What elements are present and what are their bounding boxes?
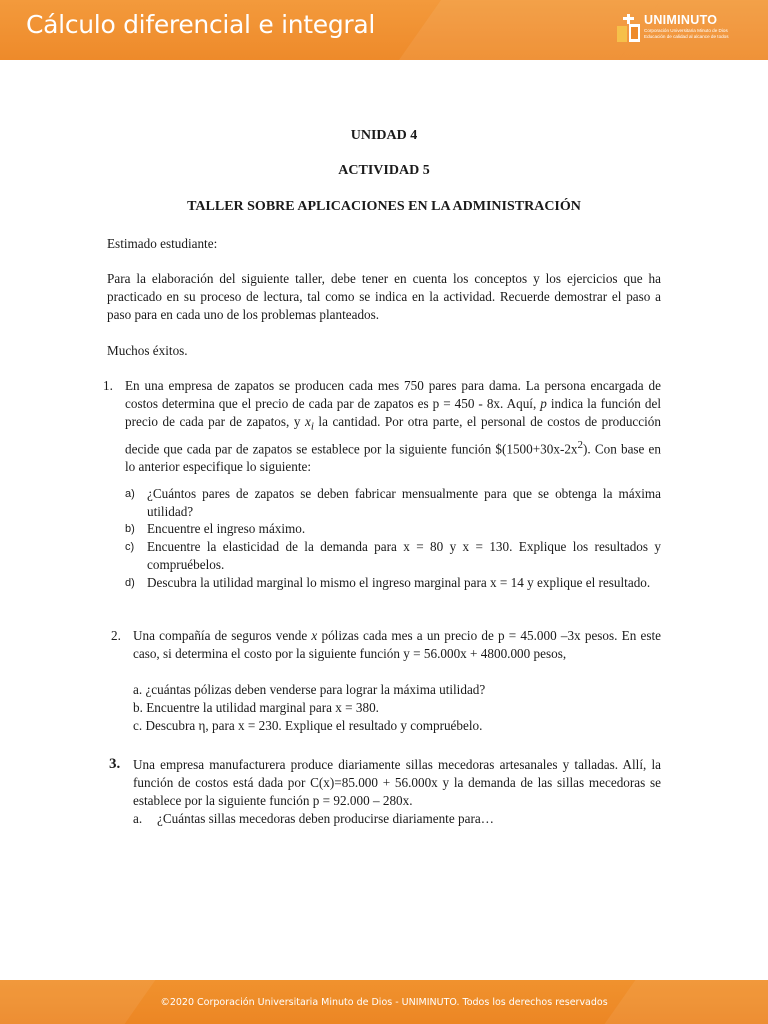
- logo-slogan: Educación de calidad al alcance de todos: [644, 34, 729, 39]
- variable-x-subscript: i: [310, 420, 314, 433]
- problem-3-item: ¿Cuántas sillas mecedoras deben producirse diariamente para…: [157, 811, 494, 826]
- problem-1-number: 1.: [103, 378, 113, 393]
- uniminuto-logo-icon: [616, 14, 642, 44]
- course-title: Cálculo diferencial e integral: [26, 10, 376, 39]
- problem-3-number: 3.: [109, 756, 121, 772]
- variable-x: x: [311, 628, 318, 643]
- variable-x: [304, 414, 314, 433]
- activity-heading: ACTIVIDAD 5: [338, 163, 430, 178]
- variable-p: p: [540, 396, 547, 411]
- wishes: Muchos éxitos.: [107, 343, 188, 358]
- problem-1-item-label: d): [125, 577, 135, 589]
- workshop-title: TALLER SOBRE APLICACIONES EN LA ADMINISTRACIÓN: [187, 199, 581, 214]
- problem-3-item-label: a.: [133, 811, 143, 826]
- page-header: [0, 0, 768, 60]
- problem-1-text: indica la función del precio de cada par de zapatos, y: [125, 396, 661, 429]
- problem-1-text: la cantidad. Por otra parte, el personal de costos de producción decide que cada par de zapatos se establece por la siguiente función $(1500+30x-2x: [125, 414, 661, 457]
- uniminuto-logo: [616, 12, 746, 48]
- problem-1-text: ). Con base en lo anterior especifique lo siguiente:: [125, 441, 661, 475]
- problem-2-text: pólizas cada mes a un precio de p = 45.000 –3x pesos. En este caso, si determina el costo por la siguiente función y = 56.000x + 4800.000 pesos,: [133, 628, 661, 661]
- problem-3-statement: Una empresa manufacturera produce diariamente sillas mecedoras artesanales y talladas. Allí, la función de costos está dada por C(x)=85.000 + 56.000x y la demanda de las sillas mecedoras se establece por la siguiente función p = 92.000 – 280x.: [133, 757, 661, 808]
- logo-subtitle: Corporación Universitaria Minuto de Dios: [644, 28, 728, 33]
- problem-2-item: a. ¿cuántas pólizas deben venderse para lograr la máxima utilidad?: [133, 682, 486, 697]
- exponent: 2: [577, 438, 584, 451]
- intro-paragraph: Para la elaboración del siguiente taller, debe tener en cuenta los conceptos y los ejercicios que ha practicado en su proceso de lectura, tal como se indica en la actividad. Recuerde demostrar el paso a paso para en cada uno de los problemas planteados.: [107, 271, 661, 322]
- problem-1-item: Encuentre el ingreso máximo.: [147, 521, 306, 536]
- greeting: Estimado estudiante:: [107, 236, 218, 251]
- problem-1-item-label: c): [125, 541, 135, 553]
- problem-1-item: ¿Cuántos pares de zapatos se deben fabricar mensualmente para que se obtenga la máxima utilidad?: [147, 486, 661, 519]
- problem-1-item: Descubra la utilidad marginal lo mismo el ingreso marginal para x = 14 y explique el resultado.: [147, 575, 651, 590]
- variable-x-letter: x: [304, 414, 311, 429]
- problem-1-item-label: b): [125, 523, 135, 535]
- page-footer: [0, 980, 768, 1024]
- problem-1-text: En una empresa de zapatos se producen cada mes 750 pares para dama. La persona encargada de costos determina que el precio de cada par de zapatos es p = 450 - 8x. Aquí,: [125, 378, 661, 411]
- problem-1-item: Encuentre la elasticidad de la demanda para x = 80 y x = 130. Explique los resultados y compruébelos.: [147, 539, 661, 572]
- problem-2-item: b. Encuentre la utilidad marginal para x = 380.: [133, 700, 379, 715]
- unit-heading: UNIDAD 4: [350, 128, 418, 143]
- problem-1-item-label: a): [125, 488, 135, 500]
- logo-name: UNIMINUTO: [644, 13, 718, 27]
- problem-2-item: c. Descubra η, para x = 230. Explique el resultado y compruébelo.: [133, 718, 483, 733]
- problem-2-statement: [133, 627, 661, 663]
- copyright-text: ©2020 Corporación Universitaria Minuto de Dios - UNIMINUTO. Todos los derechos reservados: [160, 997, 608, 1008]
- problem-2-text: Una compañía de seguros vende: [133, 628, 312, 643]
- problem-2-number: 2.: [111, 628, 121, 643]
- problem-1-statement: [125, 377, 661, 476]
